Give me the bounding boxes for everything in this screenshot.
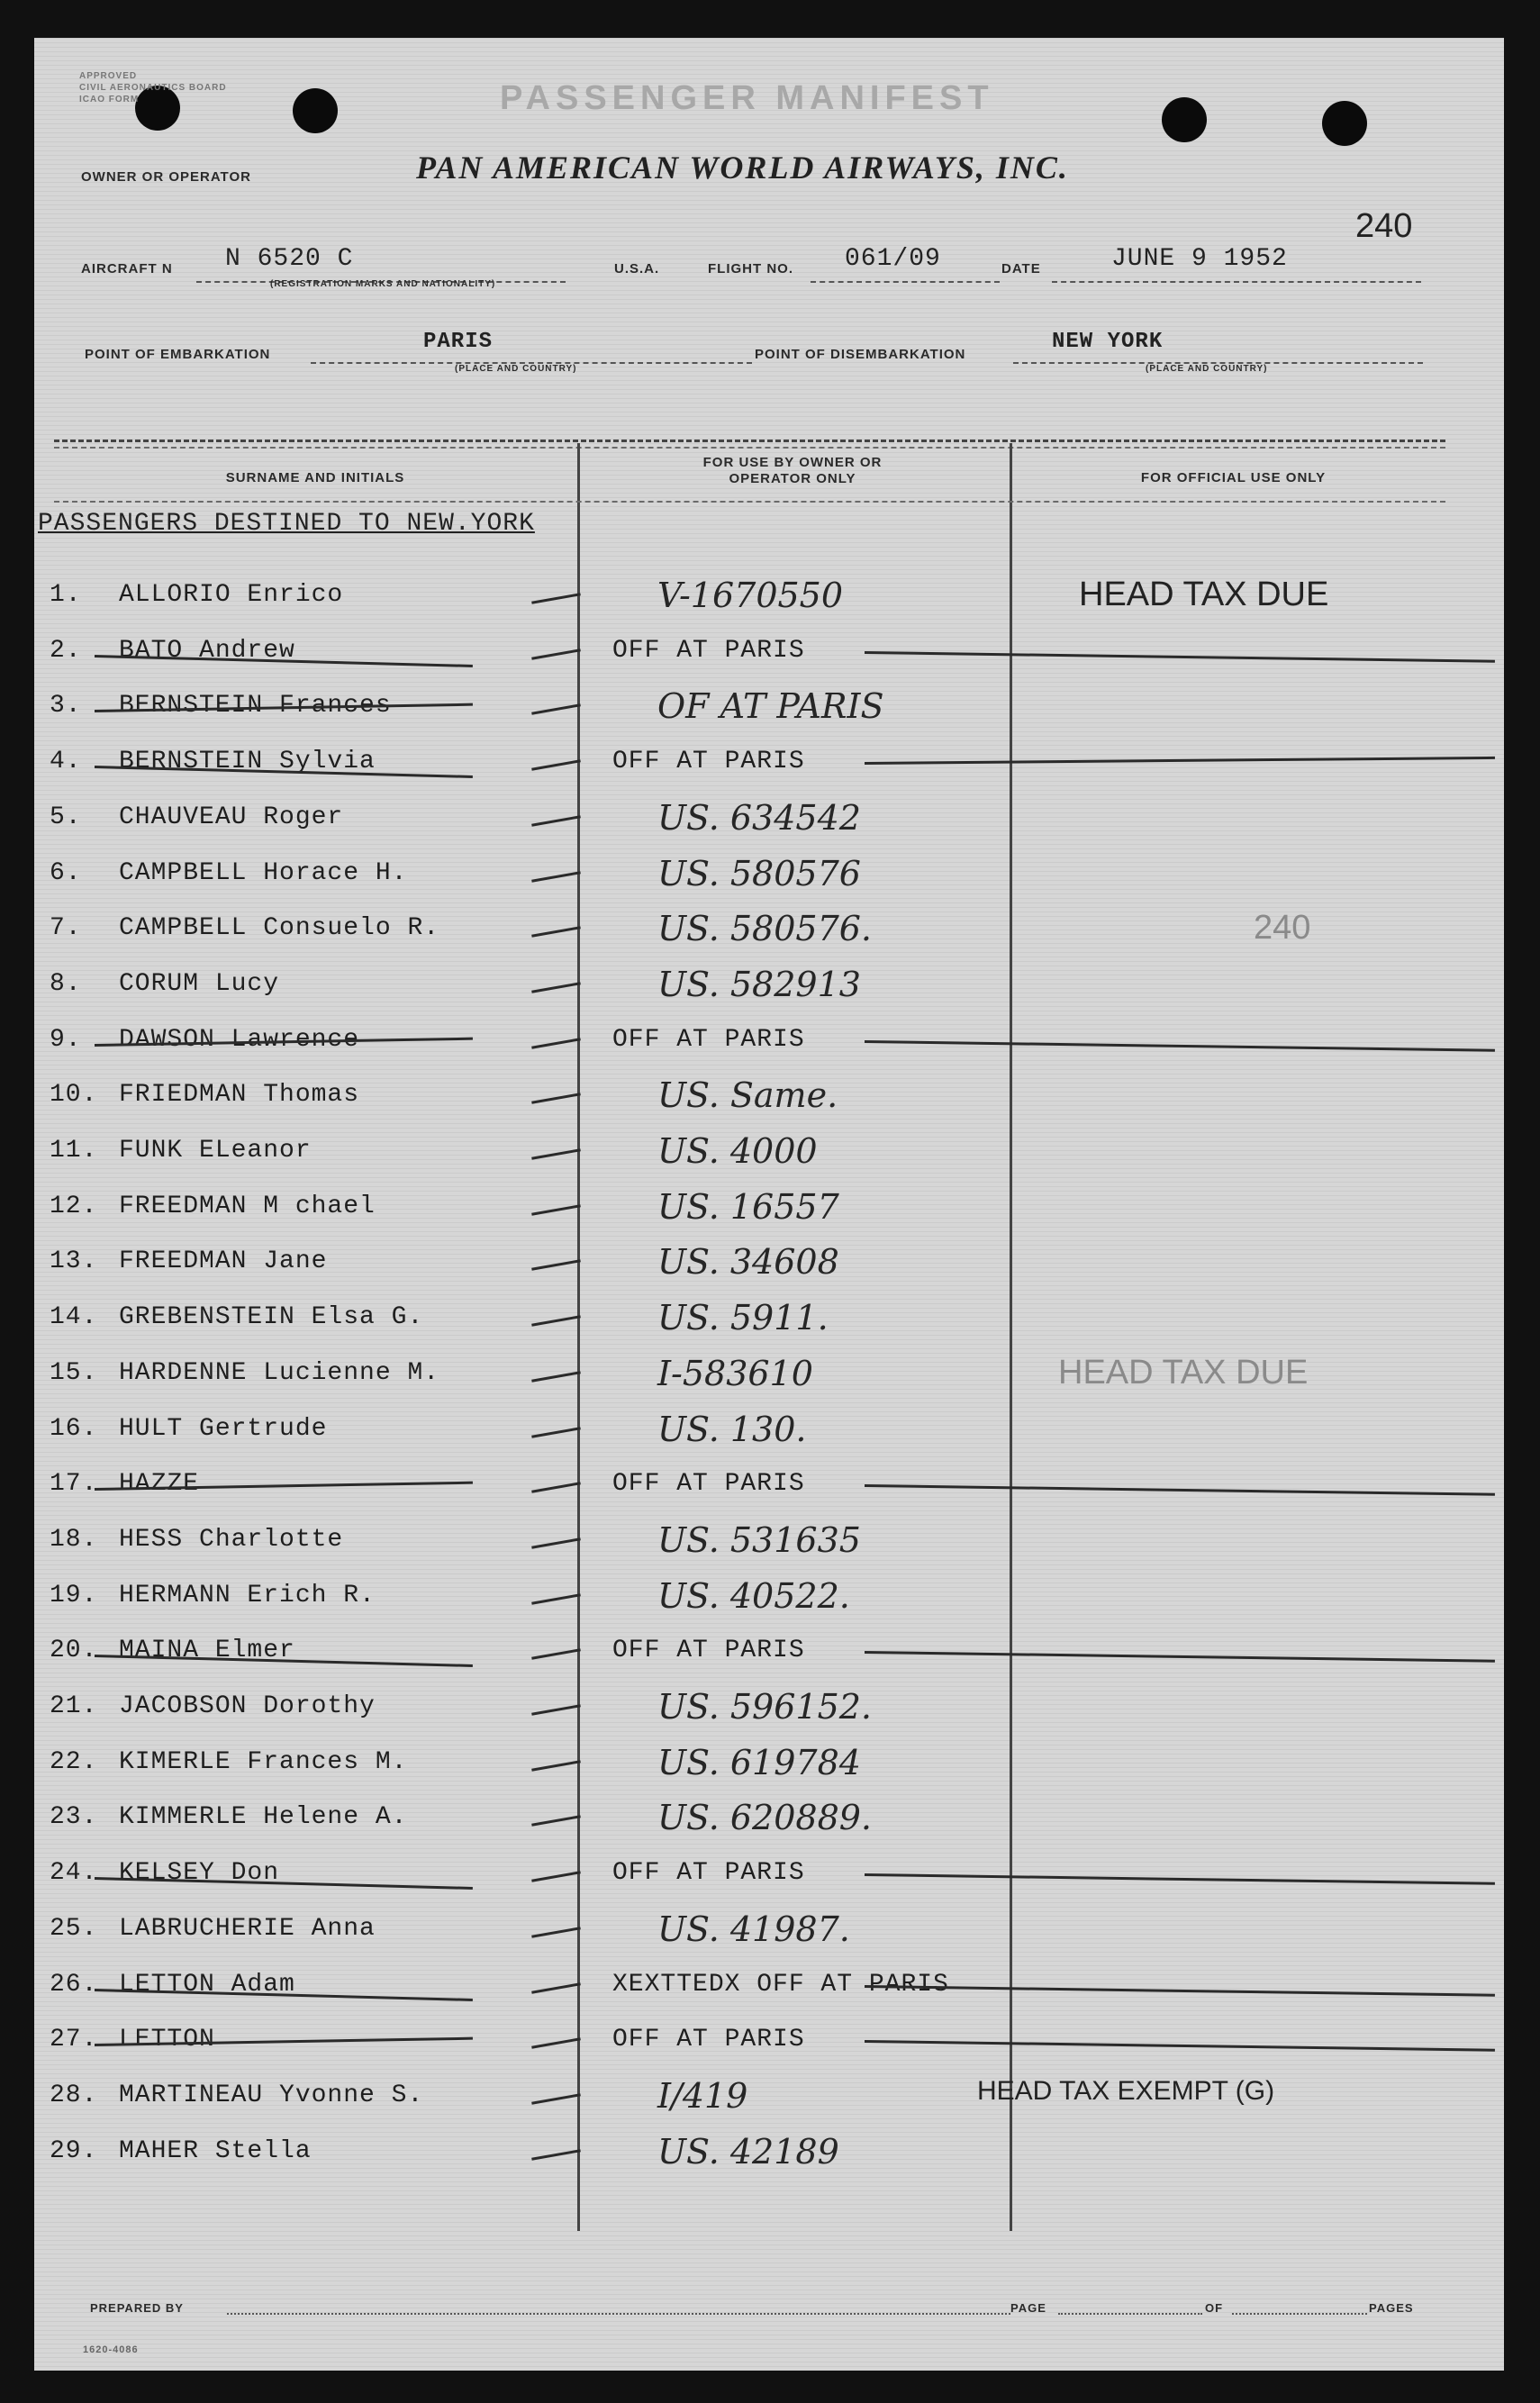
page-label: PAGE bbox=[1010, 2301, 1046, 2315]
passenger-name: JACOBSON Dorothy bbox=[119, 1692, 376, 1720]
passenger-name: HARDENNE Lucienne M. bbox=[119, 1359, 440, 1387]
passenger-number: 3. bbox=[50, 692, 82, 720]
passenger-name: KIMERLE Frances M. bbox=[119, 1748, 408, 1776]
passenger-number: 13. bbox=[50, 1247, 98, 1275]
passenger-number: 20. bbox=[50, 1637, 98, 1664]
owner-use-entry: US. 634542 bbox=[657, 798, 861, 838]
passenger-name: HAZZE bbox=[119, 1470, 200, 1498]
owner-name: PAN AMERICAN WORLD AIRWAYS, INC. bbox=[416, 150, 1069, 186]
column-header-surname: SURNAME AND INITIALS bbox=[225, 470, 405, 485]
passenger-number: 15. bbox=[50, 1359, 98, 1387]
owner-use-entry: US. 40522. bbox=[657, 1576, 850, 1616]
aircraft-sublabel: (REGISTRATION MARKS AND NATIONALITY) bbox=[270, 279, 496, 289]
passenger-number: 18. bbox=[50, 1526, 98, 1554]
column-header-official-use: FOR OFFICIAL USE ONLY bbox=[1140, 470, 1327, 485]
embarkation-value: PARIS bbox=[423, 330, 494, 354]
passenger-number: 14. bbox=[50, 1303, 98, 1331]
header-bottom-rule bbox=[54, 501, 1445, 503]
passenger-name: ALLORIO Enrico bbox=[119, 581, 344, 609]
owner-use-entry: V-1670550 bbox=[657, 576, 844, 615]
official-use-entry: 240 bbox=[1254, 909, 1311, 947]
owner-use-entry: US. 4000 bbox=[657, 1131, 818, 1171]
owner-use-entry: US. 580576. bbox=[657, 909, 873, 948]
passenger-number: 6. bbox=[50, 859, 82, 887]
page-number: 240 bbox=[1355, 207, 1413, 245]
of-line bbox=[1232, 2313, 1367, 2315]
owner-use-entry: US. 619784 bbox=[657, 1743, 861, 1782]
owner-use-entry: US. 16557 bbox=[657, 1187, 839, 1227]
aircraft-label: AIRCRAFT N bbox=[81, 261, 173, 277]
owner-use-entry: OFF AT PARIS bbox=[612, 637, 805, 665]
owner-use-entry: US. 41987. bbox=[657, 1909, 850, 1949]
owner-use-entry: US. 531635 bbox=[657, 1520, 861, 1560]
owner-label: OWNER OR OPERATOR bbox=[81, 169, 251, 185]
passenger-name: LETTON Adam bbox=[119, 1971, 295, 1999]
date-value: JUNE 9 1952 bbox=[1111, 245, 1288, 273]
owner-use-entry: XEXTTEDX OFF AT PARIS bbox=[612, 1971, 949, 1999]
owner-use-entry: US. 5911. bbox=[657, 1298, 829, 1338]
passenger-name: FREEDMAN M chael bbox=[119, 1192, 376, 1220]
passenger-number: 11. bbox=[50, 1137, 98, 1165]
passenger-name: DAWSON Lawrence bbox=[119, 1026, 360, 1054]
passenger-number: 4. bbox=[50, 748, 82, 775]
passenger-number: 21. bbox=[50, 1692, 98, 1720]
owner-use-entry: OF AT PARIS bbox=[657, 686, 884, 726]
owner-use-entry: US. 130. bbox=[657, 1410, 807, 1449]
flight-field-line bbox=[811, 281, 1000, 283]
passenger-number: 10. bbox=[50, 1081, 98, 1109]
column-divider bbox=[577, 443, 580, 2231]
passenger-number: 7. bbox=[50, 914, 82, 942]
passenger-number: 23. bbox=[50, 1803, 98, 1831]
form-number: 1620-4086 bbox=[83, 2344, 139, 2355]
passenger-number: 25. bbox=[50, 1915, 98, 1943]
page-line bbox=[1058, 2313, 1202, 2315]
document-title: PASSENGER MANIFEST bbox=[500, 79, 994, 117]
embarkation-sublabel: (PLACE AND COUNTRY) bbox=[455, 364, 577, 374]
passenger-number: 12. bbox=[50, 1192, 98, 1220]
punch-hole bbox=[293, 88, 338, 133]
embarkation-label: POINT OF EMBARKATION bbox=[85, 347, 271, 362]
passenger-number: 26. bbox=[50, 1971, 98, 1999]
passenger-name: KELSEY Don bbox=[119, 1859, 280, 1887]
passenger-number: 1. bbox=[50, 581, 82, 609]
passenger-name: LABRUCHERIE Anna bbox=[119, 1915, 376, 1943]
usa-label: U.S.A. bbox=[614, 261, 660, 277]
approval-notice: APPROVED CIVIL AERONAUTICS BOARD ICAO FORM bbox=[79, 71, 227, 104]
passenger-name: MARTINEAU Yvonne S. bbox=[119, 2081, 424, 2109]
passenger-number: 22. bbox=[50, 1748, 98, 1776]
passenger-number: 8. bbox=[50, 970, 82, 998]
passenger-name: BERNSTEIN Frances bbox=[119, 692, 392, 720]
owner-use-entry: US. 620889. bbox=[657, 1798, 873, 1837]
passenger-number: 9. bbox=[50, 1026, 82, 1054]
passenger-name: KIMMERLE Helene A. bbox=[119, 1803, 408, 1831]
passenger-name: MAHER Stella bbox=[119, 2137, 312, 2165]
owner-use-entry: US. 596152. bbox=[657, 1687, 873, 1727]
owner-use-entry: US. Same. bbox=[657, 1075, 838, 1115]
owner-use-entry: US. 34608 bbox=[657, 1242, 839, 1282]
passenger-name: FREEDMAN Jane bbox=[119, 1247, 328, 1275]
passenger-name: BATO Andrew bbox=[119, 637, 295, 665]
passenger-name: HULT Gertrude bbox=[119, 1415, 328, 1443]
owner-use-entry: I-583610 bbox=[657, 1354, 813, 1393]
date-label: DATE bbox=[1001, 261, 1041, 277]
owner-use-entry: OFF AT PARIS bbox=[612, 748, 805, 775]
passenger-name: HESS Charlotte bbox=[119, 1526, 344, 1554]
disembarkation-sublabel: (PLACE AND COUNTRY) bbox=[1146, 364, 1268, 374]
punch-hole bbox=[1322, 101, 1367, 146]
passenger-number: 28. bbox=[50, 2081, 98, 2109]
owner-use-entry: US. 42189 bbox=[657, 2132, 839, 2172]
owner-use-entry: OFF AT PARIS bbox=[612, 1637, 805, 1664]
passenger-name: LETTON bbox=[119, 2026, 215, 2054]
table-top-rule bbox=[54, 440, 1445, 442]
official-use-entry: HEAD TAX DUE bbox=[1079, 576, 1329, 613]
prepared-by-line bbox=[227, 2313, 1010, 2315]
column-header-owner-use: FOR USE BY OWNER OR OPERATOR ONLY bbox=[702, 455, 883, 486]
passenger-name: CHAUVEAU Roger bbox=[119, 803, 344, 831]
owner-use-entry: OFF AT PARIS bbox=[612, 1026, 805, 1054]
owner-use-entry: I/419 bbox=[657, 2076, 748, 2116]
passenger-name: HERMANN Erich R. bbox=[119, 1582, 376, 1610]
owner-use-entry: US. 580576 bbox=[657, 854, 861, 893]
passenger-number: 19. bbox=[50, 1582, 98, 1610]
passenger-number: 2. bbox=[50, 637, 82, 665]
passenger-number: 17. bbox=[50, 1470, 98, 1498]
passenger-name: CORUM Lucy bbox=[119, 970, 280, 998]
owner-use-entry: OFF AT PARIS bbox=[612, 2026, 805, 2054]
punch-hole bbox=[1162, 97, 1207, 142]
flight-value: 061/09 bbox=[845, 245, 941, 273]
passenger-name: MAINA Elmer bbox=[119, 1637, 295, 1664]
owner-use-entry: US. 582913 bbox=[657, 965, 861, 1004]
passenger-number: 16. bbox=[50, 1415, 98, 1443]
passenger-number: 29. bbox=[50, 2137, 98, 2165]
table-top-rule bbox=[54, 447, 1445, 449]
passenger-number: 5. bbox=[50, 803, 82, 831]
passenger-number: 24. bbox=[50, 1859, 98, 1887]
of-label: OF bbox=[1205, 2301, 1224, 2315]
prepared-by-label: PREPARED BY bbox=[90, 2301, 184, 2315]
passenger-name: CAMPBELL Horace H. bbox=[119, 859, 408, 887]
disembarkation-label: POINT OF DISEMBARKATION bbox=[755, 347, 966, 362]
owner-use-entry: OFF AT PARIS bbox=[612, 1859, 805, 1887]
passenger-name: BERNSTEIN Sylvia bbox=[119, 748, 376, 775]
pages-label: PAGES bbox=[1369, 2301, 1414, 2315]
passenger-name: FRIEDMAN Thomas bbox=[119, 1081, 360, 1109]
owner-use-entry: OFF AT PARIS bbox=[612, 1470, 805, 1498]
official-use-entry: HEAD TAX DUE bbox=[1058, 1354, 1309, 1392]
passenger-number: 27. bbox=[50, 2026, 98, 2054]
column-divider bbox=[1010, 443, 1012, 2231]
aircraft-value: N 6520 C bbox=[225, 245, 354, 273]
passenger-name: GREBENSTEIN Elsa G. bbox=[119, 1303, 424, 1331]
disembarkation-value: NEW YORK bbox=[1052, 330, 1164, 354]
date-field-line bbox=[1052, 281, 1421, 283]
section-heading: PASSENGERS DESTINED TO NEW.YORK bbox=[38, 510, 535, 538]
passenger-name: CAMPBELL Consuelo R. bbox=[119, 914, 440, 942]
official-use-entry: HEAD TAX EXEMPT (G) bbox=[977, 2076, 1275, 2106]
flight-label: FLIGHT NO. bbox=[708, 261, 793, 277]
passenger-name: FUNK ELeanor bbox=[119, 1137, 312, 1165]
